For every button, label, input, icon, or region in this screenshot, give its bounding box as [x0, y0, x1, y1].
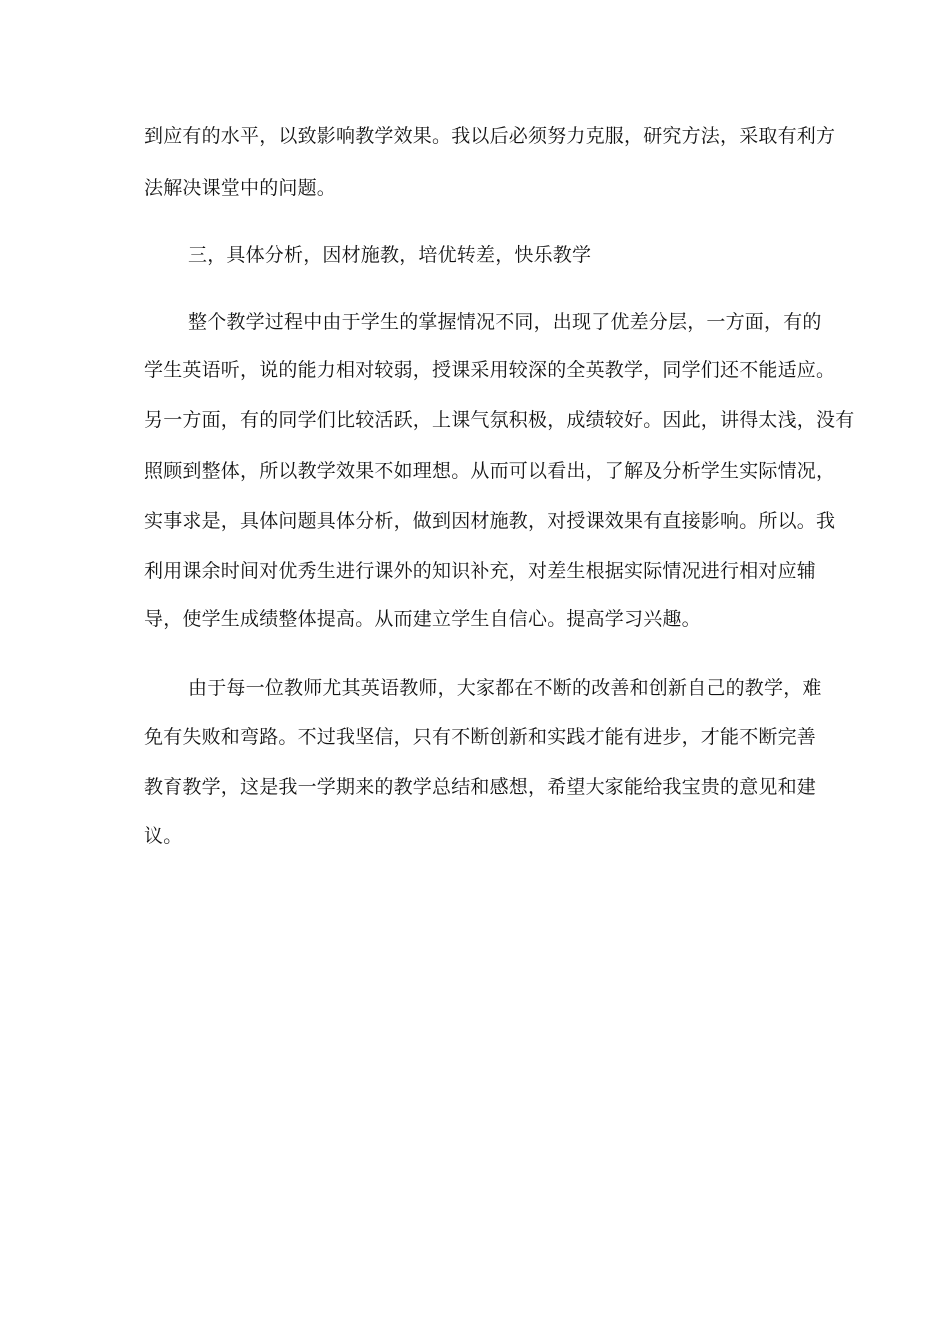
text-line: 法解决课堂中的问题。	[144, 177, 337, 199]
text-line: 整个教学过程中由于学生的掌握情况不同，出现了优差分层，一方面，有的	[188, 311, 822, 333]
text-line: 教育教学，这是我一学期来的教学总结和感想，希望大家能给我宝贵的意见和建	[144, 776, 817, 798]
text-line: 照顾到整体，所以教学效果不如理想。从而可以看出，了解及分析学生实际情况，	[144, 460, 836, 482]
text-line: 议。	[144, 825, 183, 847]
text-line: 学生英语听，说的能力相对较弱，授课采用较深的全英教学，同学们还不能适应。	[144, 359, 836, 381]
text-line: 到应有的水平，以致影响教学效果。我以后必须努力克服，研究方法，采取有利方	[144, 125, 836, 147]
text-line: 导，使学生成绩整体提高。从而建立学生自信心。提高学习兴趣。	[144, 608, 701, 630]
section-heading: 三，具体分析，因材施教，培优转差，快乐教学	[188, 244, 592, 266]
text-line: 免有失败和弯路。不过我坚信，只有不断创新和实践才能有进步，才能不断完善	[144, 726, 817, 748]
text-line: 另一方面，有的同学们比较活跃，上课气氛积极，成绩较好。因此，讲得太浅，没有	[144, 409, 855, 431]
text-line: 利用课余时间对优秀生进行课外的知识补充，对差生根据实际情况进行相对应辅	[144, 560, 817, 582]
text-line: 实事求是，具体问题具体分析，做到因材施教，对授课效果有直接影响。所以。我	[144, 510, 836, 532]
text-line: 由于每一位教师尤其英语教师，大家都在不断的改善和创新自己的教学，难	[188, 677, 822, 699]
